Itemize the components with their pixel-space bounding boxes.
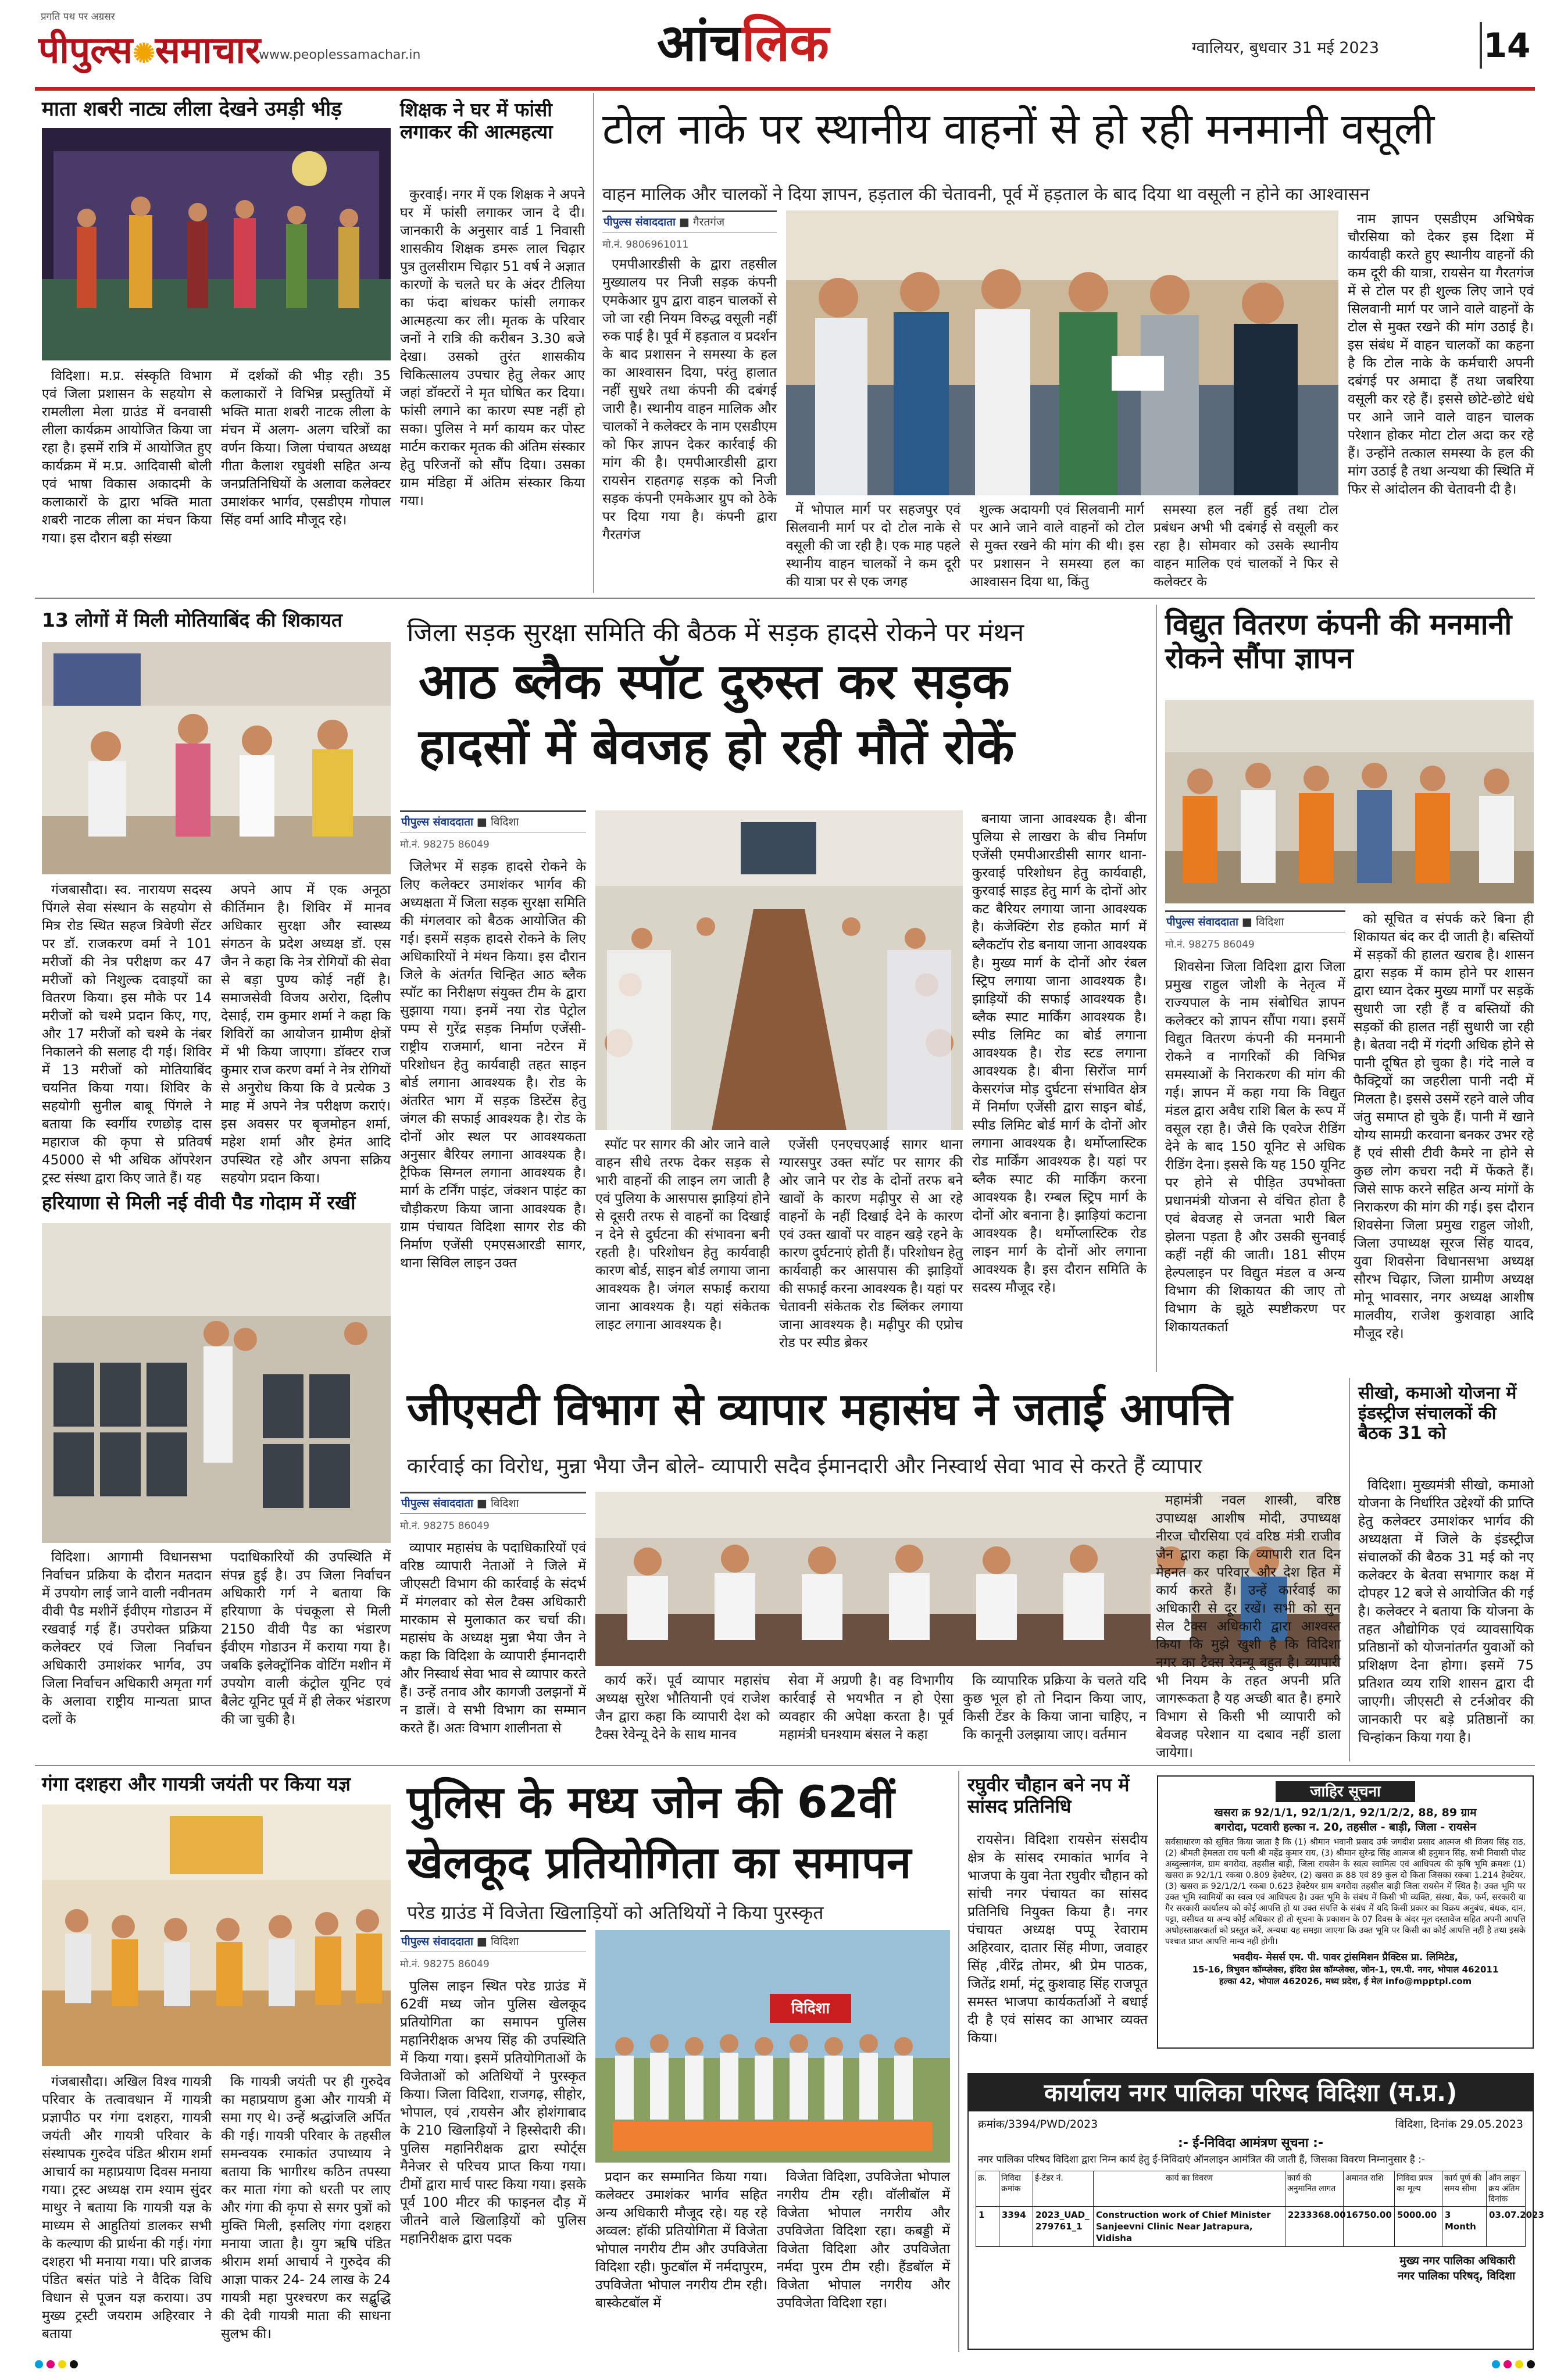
police-col1: पुलिस लाइन स्थित परेड ग्राउंड में 62वीं मध्य जोन पुलिस खेलकूद प्रतियोगिता का समापन पुलिस महानिरीक्षक अभय सिंह की उपस्थिति में किया गया। इसमें प्रतियोगिताओं के विजेताओं को अतिथियों ने पुरस्कृत किया। जिला विदिशा, राजगढ़, सीहोर, भोपाल, एवं ,रायसेन और होशंगाबाद के 210 खिलाड़ियों ने हिस्सेदारी की। पुलिस महानिरीक्षक द्वारा स्पोर्ट्स मैनेजर से परिचय प्राप्त किया गया। टीमों द्वारा मार्च पास्ट किया गया। इसके पूर्व 100 मीटर की फाइनल दौड़ में जीतने वाले खिलाड़ियों को पुलिस महानिरीक्षक द्वारा पदक — [400, 1979, 586, 2246]
s1-body-col2: में दर्शकों की भीड़ रही। 35 कलाकारों ने विभिन्न प्रस्तुतियों में भक्ति माता शबरी नाटक लीला के मंचन में अलग- अलग चरित्रों का वर्णन किया। जिला पंचायत अध्यक्ष गीता कैलाश रघुवंशी सहित अन्य जनप्रतिनिधियों के अलावा कलेक्टर उमाशंकर भार्गव, एसडीएम गोपाल सिंह वर्मा आदि मौजूद रहे। — [221, 369, 391, 528]
s6-body-col2: कि गायत्री जयंती पर ही गुरुदेव का महाप्रयाण हुआ और गायत्री में समा गए थे। उन्हें श्रद्धांजलि अर्पित की गई। गायत्री परिवार के तहसील समन्वयक रमाकांत उपाध्याय ने बताया कि भागीरथ कठिन तपस्या कर माता गंगा को धरती पर लाए और गंगा की कृपा से सगर पुत्रों को मुक्ति मिली, इसलिए गंगा दशहरा मनाया जाता है। युग ऋषि पंडित श्रीराम शर्मा आचार्य ने गुरुदेव की आज्ञा पाकर 24- 24 लाख के 24 गायत्री महा पुरश्चरण कर सद्बुद्धि की देवी गायत्री माता की साधना सुलभ की। — [221, 2074, 391, 2342]
tender-th-8: कार्य पूर्ण की समय सीमा — [1442, 2171, 1487, 2206]
gst-byline-b: विदिशा — [490, 1497, 519, 1510]
notice-line1: खसरा क्र 92/1/1, 92/1/2/1, 92/1/2/2, 88, 89 ग्राम — [1214, 1806, 1477, 1819]
toll-col1: एमपीआरडीसी के द्वारा तहसील मुख्यालय पर निजी सड़क कंपनी एमकेआर ग्रुप द्वारा वाहन चालकों से जो जा रही नियम विरुद्ध वसूली नहीं रुक पाई है। पूर्व में हड़ताल व प्रदर्शन के बाद प्रशासन ने समस्या के हल का आश्वासन दिया, परंतु हालात नहीं सुधरे तथा कंपनी की दबंगई जारी है। स्थानीय वाहन मालिक और चालकों ने कलेक्टर के नाम एसडीएम को फिर ज्ञापन देकर कार्रवाई की मांग की है। एमपीआरडीसी द्वारा रायसेन राहतगढ़ सड़क को निजी सड़क कंपनी एमकेआर ग्रुप को ठेके पर दिया गया है। कंपनी द्वारा गैरतगंज — [602, 257, 777, 542]
tender-td-8: 3 Month — [1442, 2207, 1487, 2246]
tender-intro: नगर पालिका परिषद विदिशा द्वारा निम्न कार्य हेतु ई-निविदाएं ऑनलाइन आमंत्रित की जाती हैं, जिसका विवरण निम्नानुसार है :- — [978, 2154, 1426, 2165]
power-photo — [1165, 700, 1534, 903]
rule-col-road — [1156, 605, 1157, 1372]
dateline: ग्वालियर, बुधवार 31 मई 2023 — [1192, 39, 1380, 57]
gst-headline: जीएसटी विभाग से व्यापार महासंघ ने जताई आपत्ति — [407, 1383, 1233, 1435]
s4-body-col2: पदाधिकारियों की उपस्थिति में संपन्न हुई है। उप जिला निर्वाचन अधिकारी गर्ग ने बताया कि हरियाणा के पंचकूला से मिली 2150 वीवी पैड का भंडारण ईवीएम गोडाउन में कराया गया है। जबकि इलेक्ट्रॉनिक वोटिंग मशीन में उपयोग वाली कंट्रोल यूनिट एवं बैलेट यूनिट पूर्व में ही लेकर भंडारण की जा चुकी है। — [221, 1550, 391, 1727]
road-photo-meeting — [595, 810, 963, 1130]
s4-body-col1: विदिशा। आगामी विधानसभा निर्वाचन प्रक्रिया के दौरान मतदान में उपयोग लाई जाने वाली नवीनतम वीवी पैड मशीनें ईवीएम गोडाउन में रखवाई गई हैं। उपरोक्त प्रक्रिया कलेक्टर एवं जिला निर्वाचन अधिकारी उमाशंकर भार्गव, उप जिला निर्वाचन अधिकारी अमृता गर्ग के अलावा राष्ट्रीय मान्यता प्राप्त दलों के — [42, 1550, 212, 1727]
rule-col-s2 — [593, 93, 594, 593]
page-number: 14 — [1480, 22, 1532, 69]
tender-th-3: ई-टेंडर नं. — [1033, 2171, 1094, 2206]
gst-col3: सेवा में अग्रणी है। वह विभागीय कार्रवाई से भयभीत न हो ऐसा व्यवहार की अपेक्षा करता है। पूर्व महामंत्री घनश्याम बंसल ने कहा — [779, 1673, 954, 1742]
tender-th-4: कार्य का विवरण — [1094, 2171, 1285, 2206]
toll-headline: टोल नाके पर स्थानीय वाहनों से हो रही मनमानी वसूली — [602, 104, 1435, 154]
rule-row1 — [35, 598, 1535, 599]
road-headline-2: हादसों में बेवजह हो रही मौतें रोकें — [419, 718, 1015, 775]
notice-footer1: भवदीय- मेसर्स एम. पी. पावर ट्रांसमिशन प्रैक्टिस प्रा. लिमिटेड, — [1233, 1952, 1458, 1963]
toll-subhead: वाहन मालिक और चालकों ने दिया ज्ञापन, हड़ताल की चेतावनी, पूर्व में हड़ताल के बाद दिया था वसूली न होने का आश्वासन — [602, 184, 1370, 205]
toll-col3: शुल्क अदायगी एवं सिलवानी मार्ग पर आने जाने वाले वाहनों को टोल से मुक्त रखने की मांग की थी। इस पर प्रशासन ने समस्या हल का आश्वासन दिया था, किंतु — [970, 502, 1144, 589]
road-byline: पीपुल्स संवाददाता ■ विदिशा — [400, 810, 586, 832]
gst-col4: कि व्यापारिक प्रक्रिया के चलते यदि कुछ भूल हो तो निदान किया जाए, किसी टेंडर के किया जाना चाहिए, न कि कानूनी उलझाया जाए। वर्तमान — [963, 1673, 1147, 1742]
s6-headline: गंगा दशहरा और गायत्री जयंती पर किया यज्ञ — [42, 1773, 351, 1795]
toll-col5: नाम ज्ञापन एसडीएम अभिषेक चौरसिया को देकर इस दिशा में कार्यवाही करते हुए स्थानीय वाहनों की कम दूरी की यात्रा, रायसेन या गैरतगंज में से टोल पर ही शुल्क लिए जाने एवं सिलवानी मार्ग पर जाने वाले वाहनों के टोल से मुक्त रखने की मांग उठाई है। इस संबंध में वाहन चालकों का कहना है कि टोल नाके के कर्मचारी अपनी दबंगई पर अमादा हैं तथा जबरिया वसूली कर रहे हैं। इससे छोटे-छोटे धंधे पर आने जाने वाले वाहन चालक परेशान होकर मोटा टोल अदा कर रहे हैं। उन्होंने तत्काल समस्या के हल की मांग उठाई है तथा अन्यथा की स्थिति में फिर से आंदोलन की चेतावनी दी है। — [1348, 212, 1534, 497]
road-col1: जिलेभर में सड़क हादसे रोकने के लिए कलेक्टर उमाशंकर भार्गव की अध्यक्षता में जिला सड़क सुरक्षा समिति की मंगलवार को बैठक आयोजित की गई। इसमें सड़क हादसे रोकने के लिए अधिकारियों ने मंथन किया। इस दौरान जिले के अंतर्गत चिन्हित आठ ब्लैक स्पॉट का निरीक्षण संयुक्त टीम के द्वारा सुझाया गया। इनमें नया रोड पेट्रोल पम्प से गुरेंद्र सड़क निर्माण एजेंसी-राष्ट्रीय राजमार्ग, थाना नटेरन में परिशोधन हेतु कार्यवाही तहत साइन बोर्ड लगाना आवश्यक है। रोड के अंतरित भाग में सड़क डिस्टेंस हेतु जंगल की सफाई आवश्यक है। रोड के दोनों ओर स्थल पर आवश्यकता अनुसार बैरियर लगाना आवश्यक है। ट्रैफिक सिग्नल लगाना आवश्यक है। मार्ग के टर्निंग पाइंट, जंक्शन पाइंट का चौड़ीकरण किया जाना आवश्यक है। ग्राम पंचायत विदिशा सागर रोड की निर्माण एजेंसी एमएसआरडी सागर, थाना सिविल लाइन उक्त — [400, 859, 586, 1271]
s1-photo-drama — [42, 128, 391, 360]
police-byline: पीपुल्स संवाददाता ■ विदिशा — [400, 1930, 586, 1952]
s4-photo-vvpat — [42, 1223, 391, 1543]
section-title-b: लिक — [741, 13, 829, 73]
tender-th-9: ऑन लाइन क्रय अंतिम दिनांक — [1488, 2174, 1520, 2204]
police-col2: प्रदान कर सम्मानित किया गया। कलेक्टर उमाशंकर भार्गव सहित अन्य अधिकारी मौजूद रहे। यह रहे अव्वल: हॉकी प्रतियोगिता में विजेता भोपाल नगरीय टीम और उपविजेता विदिशा रही। फुटबॉल में नर्मदापुरम, उपविजेता भोपाल नगरीय टीम रही। बास्केटबॉल में — [595, 2170, 767, 2311]
notice-line2: बगरोदा, पटवारी हल्का न. 20, तहसील - बाड़ी, जिला - रायसेन — [1214, 1821, 1477, 1834]
toll-mobile: मो.नं. 9806961011 — [602, 239, 689, 251]
tender-refline — [969, 2111, 1533, 2131]
masthead-rule — [35, 87, 1535, 91]
tender-th-7: निविदा प्रपत्र का मूल्य — [1395, 2171, 1442, 2206]
power-col1: शिवसेना जिला विदिशा द्वारा जिला प्रमुख राहुल जोशी के नेतृत्व में राज्यपाल के नाम संबोधित ज्ञापन कलेक्टर को ज्ञापन सौंपा गया। इसमें विद्युत वितरण कंपनी की मनमानी रोकने व नागरिकों की विभिन्न समस्याओं के निराकरण की मांग की गई। ज्ञापन में कहा गया कि विद्युत मंडल द्वारा अवैध राशि बिल के रूप में वसूल रहा है। जैसे कि एवरेज रीडिंग देने के बाद 150 यूनिट से अधिक रीडिंग देना। इससे कि यह 150 यूनिट पर होने से पीड़ित उपभोक्ता प्रधानमंत्री योजना से वंचित होता है एवं बेवजह से जनता भारी बिल झेलना पड़ता है और उसकी सुनवाई कहीं नहीं की जाती। 181 सीएम हेल्पलाइन पर विद्युत मंडल व अन्य विभाग की शिकायत की जाए तो विभाग के झूठे स्पष्टीकरण पर शिकायतकर्ता — [1165, 959, 1345, 1335]
toll-photo-memorandum — [786, 210, 1338, 495]
gst-subhead: कार्रवाई का विरोध, मुन्ना भैया जैन बोले- व्यापारी सदैव ईमानदारी और निस्वार्थ सेवा भाव से करते हैं व्यापार — [407, 1455, 1202, 1478]
gst-col5: महामंत्री नवल शास्त्री, वरिष्ठ उपाध्यक्ष आशीष मोदी, उपाध्यक्ष नीरज चौरसिया एवं वरिष्ठ मंत्री राजीव जैन द्वारा कहा कि व्यापारी रात दिन मेहनत कर परिवार और देश हित में कार्य करते हैं। उन्हें कार्रवाई का अधिकारी से दूर रखें। सभी को सुन सेल टैक्स अधिकारी द्वारा आश्वस्त किया कि मुझे खुशी है कि विदिशा नगर का टैक्स रेवन्यू बहुत है। व्यापारी भी नियम के तहत अपनी प्रति जागरूकता है यह अच्छी बात है। हमारे विभाग से किसी भी व्यापारी को बेवजह परेशान या दबाव नहीं डाला जायेगा। — [1156, 1493, 1341, 1760]
s6-body-col1: गंजबासौदा। अखिल विश्व गायत्री परिवार के तत्वावधान में गायत्री प्रज्ञापीठ पर गंगा दशहरा, गायत्री जयंती और गायत्री परिवार के संस्थापक गुरुदेव पंडित श्रीराम शर्मा आचार्य का महाप्रयाण दिवस मनाया गया। ट्रस्ट अध्यक्ष राम श्याम सुंदर माथुर ने बताया कि गायत्री यज्ञ के माध्यम से आहुतियां डालकर सभी के कल्याण की प्रार्थना की गई। गंगा दशहरा भी मनाया गया। परि व्राजक पंडित बसंत पांडे ने वैदिक विधि विधान से पूजन यज्ञ कराया। उप मुख्य ट्रस्टी जयराम अहिरवार ने बताया — [42, 2074, 212, 2342]
road-col3: एजेंसी एनएचएआई सागर थाना ग्यारसपुर उक्त स्पॉट पर सागर की ओर जाने पर रोड के दोनों तरफ बने खावों के कारण मढ़ीपुर से आ रहे वाहनों के नहीं दिखाई देने के कारण एवं उक्त खावों पर वाहन खड़े रहने के कारण दुर्घटनाएं होती हैं। परिशोधन हेतु कार्यवाही कर आसपास की झाड़ियों की सफाई करना आवश्यक है। यहां पर चेतावनी संकेतक रोड ब्लिंकर लगाया जाना आवश्यक है। मढ़ीपुर की एप्रोच रोड पर स्पीड ब्रेकर — [779, 1137, 963, 1350]
s4-headline: हरियाणा से मिली नई वीवी पैड गोदाम में रखीं — [42, 1191, 356, 1214]
power-byline-a: पीपुल्स संवाददाता — [1166, 916, 1238, 928]
tender-td-2: 3394 — [999, 2207, 1033, 2246]
notice-body: सर्वसाधारण को सूचित किया जाता है कि (1) श्रीमान भवानी प्रसाद उर्फ जगदीश प्रसाद आत्मज श्री विजय सिंह राठ, (2) श्रीमती हेमलता राय पत्नी श्री महेंद्र कुमार राय, (3) श्रीमान सुरेन्द्र सिंह आत्मज श्री हनुमान सिंह, सभी निवासी पोस्ट अब्दुल्लागंज, ग्राम बगरोदा, तहसील बाड़ी, जिला रायसेन के स्वत्व स्वामित्व एवं आधिपत्य की कृषि भूमि क्रमशः (1) खसरा क्र 92/1/1 रकबा 0.809 हेक्टेयर, (2) खसरा क्र 88 एवं 89 कुल दो किता जिसका रकबा 1.214 हेक्टेयर, (3) खसरा क्र 92/1/2/1 रकबा 0.623 हेक्टेयर ग्राम बगरोदा तहसील बाड़ी जिला रायसेन में स्थित है। उक्त भूमि पर उक्त भूमि स्वामियों का स्वत्व एवं आधिपत्य है। उक्त भूमि के संबंध में किसी भी व्यक्ति, संस्था, बैंक, फर्म, सरकारी या गैर सरकारी कार्यालय को कोई आपत्ति हो या उक्त संपत्ति के संबंध में यदि किसी प्रकार का विक्रय अनुबंध, बंधक, दान, पट्टा, वसीयत या अन्य कोई अधिकार हो तो सूचना के प्रकाशन के 07 दिवस के अंदर मूल दस्तावेज सहित अपनी आपत्ति अधोहस्ताक्षरकर्ता को प्रस्तुत करें, अन्यथा यह समझा जाएगा कि उक्त भूमि पर किसी का कोई आपत्ति नहीं है तथा इसके पश्चात प्राप्त आपत्ति मान्य नहीं होगी। — [1165, 1838, 1526, 1946]
s3-body-col2: अपने आप में एक अनूठा कीर्तिमान है। शिविर में मानव अधिकार सुरक्षा और स्वास्थ्य संगठन के प्रदेश अध्यक्ष डॉ. एस जैन ने कहा कि नेत्र रोगियों की सेवा से बड़ा पुण्य कोई नहीं है। समाजसेवी विजय अरोरा, दिलीप देसाई, राम कुमार शर्मा ने कहा कि शिविरों का आयोजन ग्रामीण क्षेत्रों में भी किया जाएगा। डॉक्टर राज कुमार राज करण वर्मा ने नेत्र रोगियों से अनुरोध किया कि वे प्रत्येक 3 माह में अपने नेत्र परीक्षण कराएं। इस अवसर पर बृजमोहन शर्मा, महेश शर्मा और हेमंत आदि उपस्थित रहे और अपना सक्रिय सहयोग प्रदान किया। — [221, 882, 391, 1186]
rule-row3 — [35, 1765, 1535, 1766]
section-title-a: आंच — [657, 13, 742, 73]
rule-col-police — [958, 1771, 959, 2352]
tender-th-5: कार्य की अनुमानित लागत — [1285, 2171, 1344, 2206]
s2-headline: शिक्षक ने घर में फांसी लगाकर की आत्महत्या — [400, 98, 553, 143]
tender-td-3: 2023_UAD_279761_1 — [1033, 2207, 1094, 2246]
power-byline-b: विदिशा — [1255, 916, 1284, 928]
toll-col4: समस्या हल नहीं हुई तथा टोल प्रबंधन अभी भी दबंगई से वसूली कर रहा है। सोमवार को उसके स्थानीय वाहन मालिक एवं चालकों ने फिर से कलेक्टर के — [1154, 502, 1338, 589]
power-byline: पीपुल्स संवाददाता ■ विदिशा — [1165, 910, 1345, 932]
gst-col1: व्यापार महासंघ के पदाधिकारियों एवं वरिष्ठ व्यापारी नेताओं ने जिले में जीएसटी विभाग की कार्रवाई के संदर्भ में मंगलवार को सेल टैक्स अधिकारी मारकाम से मुलाकात कर चर्चा की। महासंघ के अध्यक्ष मुन्ना भैया जैन ने कहा कि विदिशा के व्यापारी ईमानदारी और निस्वार्थ सेवा भाव से व्यापार करते हैं। उन्हें तनाव और कागजी उलझनों में न डालें। वे सभी विभाग का सम्मान करते हैं। अतः विभाग शालीनता से — [400, 1541, 586, 1736]
tender-td-5: 2233368.00 — [1285, 2207, 1344, 2246]
tender-ref: क्रमांक/3394/PWD/2023 — [978, 2118, 1098, 2131]
tender-subtitle: :- ई-निविदा आमंत्रण सूचना :- — [1177, 2136, 1324, 2150]
s7-body: रायसेन। विदिशा रायसेन संसदीय क्षेत्र के सांसद रमाकांत भार्गव ने भाजपा के युवा नेता रघुवीर चौहान को सांची नगर पंचायत का सांसद प्रतिनिधि नियुक्त किया है। नगर पंचायत अध्यक्ष पप्पू रेवाराम अहिरवार, दातार सिंह मीणा, जवाहर सिंह ,वीरेंद्र तोमर, श्री प्रेम पाठक, जितेंद्र शर्मा, मंटू कुशवाह सिंह राजपूत समस्त भाजपा कार्यकर्ताओं ने बधाई दी है एवं सांसद का आभार व्यक्त किया। — [967, 1832, 1148, 2046]
rule-col-gst — [1349, 1378, 1350, 1761]
notice-footer2: 15-16, त्रिभुवन कॉम्प्लेक्स, इंदिरा प्रेस कॉम्प्लेक्स, जोन-1, एम.पी. नगर, भोपाल 462011 — [1192, 1964, 1499, 1975]
brand-left: पीपुल्स — [38, 28, 133, 72]
power-mobile: मो.नं. 98275 86049 — [1165, 939, 1255, 950]
s2-body: कुरवाई। नगर में एक शिक्षक ने अपने घर में फांसी लगाकर जान दे दी। जानकारी के अनुसार वार्ड 1 निवासी शासकीय शिक्षक डमरू लाल चिढ़ार पुत्र तुलसीराम चिढ़ार 51 वर्ष ने अज्ञात कारणों के चलते घर के अंदर टीलिया का फंदा बांधकर फांसी लगाकर आत्महत्या कर ली। मृतक के परिवार जनों ने रात्रि की करीबन 3.30 बजे देखा। उसको तुरंत शासकीय चिकित्सालय उपचार हेतु लेकर आए जहां डॉक्टरों ने मृत घोषित कर दिया। फांसी लगाने का कारण स्पष्ट नहीं हो सका। पुलिस ने मर्ग कायम कर पोस्ट मार्टम कराकर मृतक की अंतिम संस्कार हेतु परिजनों को सौंप दिया। उसका ग्राम मंडिहा में अंतिम संस्कार किया गया। — [400, 187, 585, 509]
section-title — [657, 14, 829, 72]
tender-table-header — [976, 2171, 1525, 2207]
s3-headline: 13 लोगों में मिली मोतियाबिंद की शिकायत — [42, 609, 342, 631]
s3-photo-eye-camp — [42, 642, 391, 874]
tender-table — [976, 2171, 1544, 2247]
toll-byline: पीपुल्स संवाददाता ■ गैरतगंज — [602, 210, 777, 233]
notice-title: जाहिर सूचना — [1276, 1781, 1415, 1802]
reg-mark-right — [1492, 2360, 1535, 2372]
road-headline-1: आठ ब्लैक स्पॉट दुरुस्त कर सड़क — [419, 653, 1010, 710]
website-link[interactable]: www.peoplessamachar.in — [259, 48, 421, 62]
toll-col2: में भोपाल मार्ग पर सहजपुर एवं सिलवानी मार्ग पर दो टोल नाके से वसूली की जा रही है। एक माह पहले स्थानीय वाहन चालकों ने कम दूरी की यात्रा पर से एक जगह — [786, 502, 960, 589]
gst-mobile: मो.नं. 98275 86049 — [400, 1520, 490, 1532]
tender-box — [967, 2073, 1544, 2350]
police-headline-2: खेलकूद प्रतियोगिता का समापन — [407, 1836, 912, 1888]
road-col4: बनाया जाना आवश्यक है। बीना पुलिया से लाखरा के बीच निर्माण एजेंसी एमपीआरडीसी सागर थाना-कुरवाई परिशोधन हेतु कार्यवाही, कुरवाई साइड हेतु मार्ग के दोनों ओर कट बैरियर लगाया जाना आवश्यक है। कंजेक्टिंग रोड हकोत मार्ग में ब्लैकटॉप रोड बनाया जाना आवश्यक है। मुख्य मार्ग के दोनों ओर रंबल स्ट्रिप लगाया जाना आवश्यक है। झाड़ियों की सफाई आवश्यक है। ब्लैक स्पाट मार्किंग आवश्यक है। स्पीड लिमिट का बोर्ड लगाना आवश्यक है। रोड स्टड लगाना आवश्यक है। बीना सिरोंज मार्ग केसरगंज मोड़ दुर्घटना संभावित क्षेत्र में निर्माण एजेंसी द्वारा साइन बोर्ड, स्पीड लिमिट बोर्ड मार्ग के दोनों ओर लगाना आवश्यक है। थर्मोप्लास्टिक रोड मार्किंग आवश्यक है। यहां पर ब्लैक स्पाट की मार्किंग करना आवश्यक है। रम्बल स्ट्रिप मार्ग के दोनों ओर बनाना है। झाड़ियां कटाना आवश्यक है। थर्मोप्लास्टिक रोड लाइन मार्ग के दोनों ओर लगाना आवश्यक है। इस दौरान समिति के सदस्य मौजूद रहे। — [972, 812, 1147, 1295]
toll-byline-a: पीपुल्स संवाददाता — [603, 216, 676, 228]
road-mobile: मो.नं. 98275 86049 — [400, 839, 490, 850]
s1-headline: माता शबरी नाट्य लीला देखने उमड़ी भीड़ — [42, 98, 342, 121]
power-headline: विद्युत वितरण कंपनी की मनमानी रोकने सौंपा ज्ञापन — [1165, 607, 1512, 675]
police-photo-sports — [595, 1930, 950, 2163]
tender-th-1: क्र. — [976, 2171, 999, 2206]
tender-table-row — [976, 2207, 1544, 2246]
police-byline-a: पीपुल्स संवाददाता — [401, 1935, 473, 1948]
s3-body-col1: गंजबासौदा। स्व. नारायण सदस्य पिंगले सेवा संस्थान के सहयोग से मित्र रोड स्थित सहज त्रिवेणी सेंटर पर डॉ. राजकरण वर्मा ने 101 मरीजों की नेत्र परीक्षण कर 47 मरीजों को निशुल्क दवाइयों का वितरण किया। इस मौके पर 14 मरीजों को चश्मे प्रदान किए, गए, और 17 मरीजों को चश्मे के नंबर निकालने की सलाह दी गई। शिविर में 13 मरीजों को मोतियाबिंद चयनित किया गया। शिविर के सहयोगी सुनील बाबू पिंगले ने बताया कि स्वर्गीय रणछोड़ दास महाराज की कृपा से प्रतिवर्ष 45000 से भी अधिक ऑपरेशन ट्रस्ट संस्था द्वारा किए जाते हैं। यह — [42, 882, 212, 1186]
power-col2: को सूचित व संपर्क करे बिना ही शिकायत बंद कर दी जाती है। बस्तियों में सड़कों की हालत खराब है। शासन द्वारा सड़क में काम होने पर शासन द्वारा ध्यान देकर मुख्य मार्गों पर सड़कें सुधारी जा रही हैं व बस्तियों की सड़कों की हालत नहीं सुधारी जा रही है। बेतवा नदी में गंदगी अधिक होने से पानी दूषित हो चुका है। गंदे नाले व फैक्ट्रियों का जहरीला पानी नदी में मिलता है। इससे उसमें रहने वाले जीव जंतु समाप्त हो चुके हैं। पानी में खाने योग्य सामग्री करवाना बनकर उभर रहे हैं एवं सीसी टीवी कैमरे ना होने से कुछ लोग कचरा नदी में फेंकते हैं। जिसे साफ करने सहित अन्य मांगों के निराकरण की मांग की गई। इस दौरान शिवसेना जिला प्रमुख राहुल जोशी, जिला उपाध्यक्ष सूरज सिंह यादव, युवा शिवसेना विधानसभा अध्यक्ष सौरभ चिढ़ार, जिला ग्रामीण अध्यक्ष मोनू भावसार, नगर अध्यक्ष आशीष मालवीय, राजेश कुशवाहा आदि मौजूद रहे। — [1354, 912, 1534, 1341]
tender-title: कार्यालय नगर पालिका परिषद विदिशा (म.प्र.) — [969, 2074, 1533, 2111]
reg-mark-left — [35, 2360, 78, 2372]
gst-byline-a: पीपुल्स संवाददाता — [401, 1497, 473, 1510]
masthead — [0, 0, 1557, 87]
footer-color-marks — [35, 2360, 1535, 2372]
tender-sign1: मुख्य नगर पालिका अधिकारी — [1399, 2254, 1515, 2267]
tender-date: विदिशा, दिनांक 29.05.2023 — [1395, 2118, 1523, 2131]
tender-td-1: 1 — [976, 2207, 999, 2246]
police-mobile: मो.नं. 98275 86049 — [400, 1959, 490, 1970]
police-byline-b: विदिशा — [490, 1935, 519, 1948]
brand-right: समाचार — [155, 28, 261, 72]
tender-th-2: निविदा क्रमांक — [999, 2171, 1033, 2206]
tender-th-6: अमानत राशि — [1344, 2171, 1395, 2206]
road-kicker: जिला सड़क सुरक्षा समिति की बैठक में सड़क हादसे रोकने पर मंथन — [407, 618, 1024, 648]
toll-byline-b: गैरतगंज — [692, 216, 725, 228]
masthead-tagline: प्रगति पथ पर अग्रसर — [41, 11, 115, 23]
s5-headline: सीखो, कमाओ योजना में इंडस्ट्रीज संचालकों की बैठक 31 को — [1358, 1383, 1517, 1443]
brand-logo — [38, 23, 260, 74]
gst-col2: कार्य करें। पूर्व व्यापार महासंघ अध्यक्ष सुरेश भौतियानी एवं राजेश जैन द्वारा कहा कि व्यापारी देश को टैक्स रेवेन्यू देने के साथ मानव — [595, 1673, 770, 1742]
tender-td-7: 5000.00 — [1395, 2207, 1442, 2246]
road-col2: स्पॉट पर सागर की ओर जाने वाले वाहन सीधे तरफ देकर सड़क से भारी वाहनों की लाइन लग जाती है एवं पुलिया के आसपास झाड़ियां होने से दूसरी तरफ से वाहनों का दिखाई न देने से दुर्घटना की संभावना बनी रहती है। परिशोधन हेतु कार्यवाही कारण बोर्ड, साइन बोर्ड लगाया जाना आवश्यक है। जंगल सफाई कराया जाना आवश्यक है। यहां संकेतक लाइट लगाना आवश्यक है। — [595, 1137, 770, 1332]
police-headline-1: पुलिस के मध्य जोन की 62वीं — [407, 1776, 895, 1828]
tender-sign2: नगर पालिका परिषद्, विदिशा — [1398, 2270, 1515, 2282]
tender-td-9: 03.07.2023 — [1489, 2210, 1544, 2220]
notice-footer3: हल्का 42, भोपाल 462026, मध्य प्रदेश, ई मेल info@mpptpl.com — [1219, 1976, 1472, 1986]
gst-byline: पीपुल्स संवाददाता ■ विदिशा — [400, 1492, 586, 1514]
tender-td-4: Construction work of Chief Minister Sanjeevni Clinic Near Jatrapura, Vidisha — [1094, 2207, 1285, 2246]
s1-body-col1: विदिशा। म.प्र. संस्कृति विभाग एवं जिला प्रशासन के सहयोग से रामलीला मेला ग्राउंड में वनवासी लीला कार्यक्रम आयोजित किया जा रहा है। इसमें रात्रि में आयोजित हुए कार्यक्रम में म.प्र. आदिवासी बोली एवं भाषा विकास अकादमी के कलाकारों के द्वारा भक्ति माता शबरी नाटक लीला का मंचन किया गया। इस दौरान बड़ी संख्या — [42, 369, 212, 546]
police-subhead: परेड ग्राउंड में विजेता खिलाड़ियों को अतिथियों ने किया पुरस्कृत — [407, 1902, 824, 1924]
s5-body: विदिशा। मुख्यमंत्री सीखो, कमाओ योजना के निर्धारित उद्देश्यों की प्राप्ति हेतु कलेक्टर उमाशंकर भार्गव की अध्यक्षता में जिले के इंडस्ट्रीज संचालकों की बैठक 31 मई को नए कलेक्टर के बेतवा सभागार कक्ष में दोपहर 12 बजे से आयोजित की गई है। कलेक्टर ने बताया कि योजना के तहत औद्योगिक एवं व्यावसायिक प्रतिष्ठानों को योजनांतर्गत युवाओं को प्रशिक्षण देना होगा। इसमें 75 प्रतिशत व्यय राशि शासन द्वारा दी जाएगी। जीएसटी से टर्नओवर की जानकारी पर बड़े प्रतिष्ठानों का चिन्हांकन किया गया है। — [1358, 1478, 1534, 1745]
notice-box — [1157, 1775, 1534, 2049]
police-photo-banner: विदिशा — [791, 2000, 830, 2017]
brand-sun-icon: ✺ — [133, 37, 155, 69]
road-byline-b: विदिशा — [490, 816, 519, 828]
s6-photo-yagya — [42, 1804, 391, 2066]
tender-td-6: 16750.00 — [1344, 2207, 1395, 2246]
road-byline-a: पीपुल्स संवाददाता — [401, 816, 473, 828]
s7-headline: रघुवीर चौहान बने नप में सांसद प्रतिनिधि — [967, 1774, 1130, 1817]
police-col3: विजेता विदिशा, उपविजेता भोपाल नगरीय टीम रही। वॉलीबॉल में विजेता भोपाल नगरीय और उपविजेता विदिशा रहा। कबड्डी में विजेता विदिशा और उपविजेता नर्मदा पुरम टीम रही। हैंडबॉल में विजेता भोपाल नगरीय और उपविजेता विदिशा रहा। — [777, 2170, 950, 2311]
